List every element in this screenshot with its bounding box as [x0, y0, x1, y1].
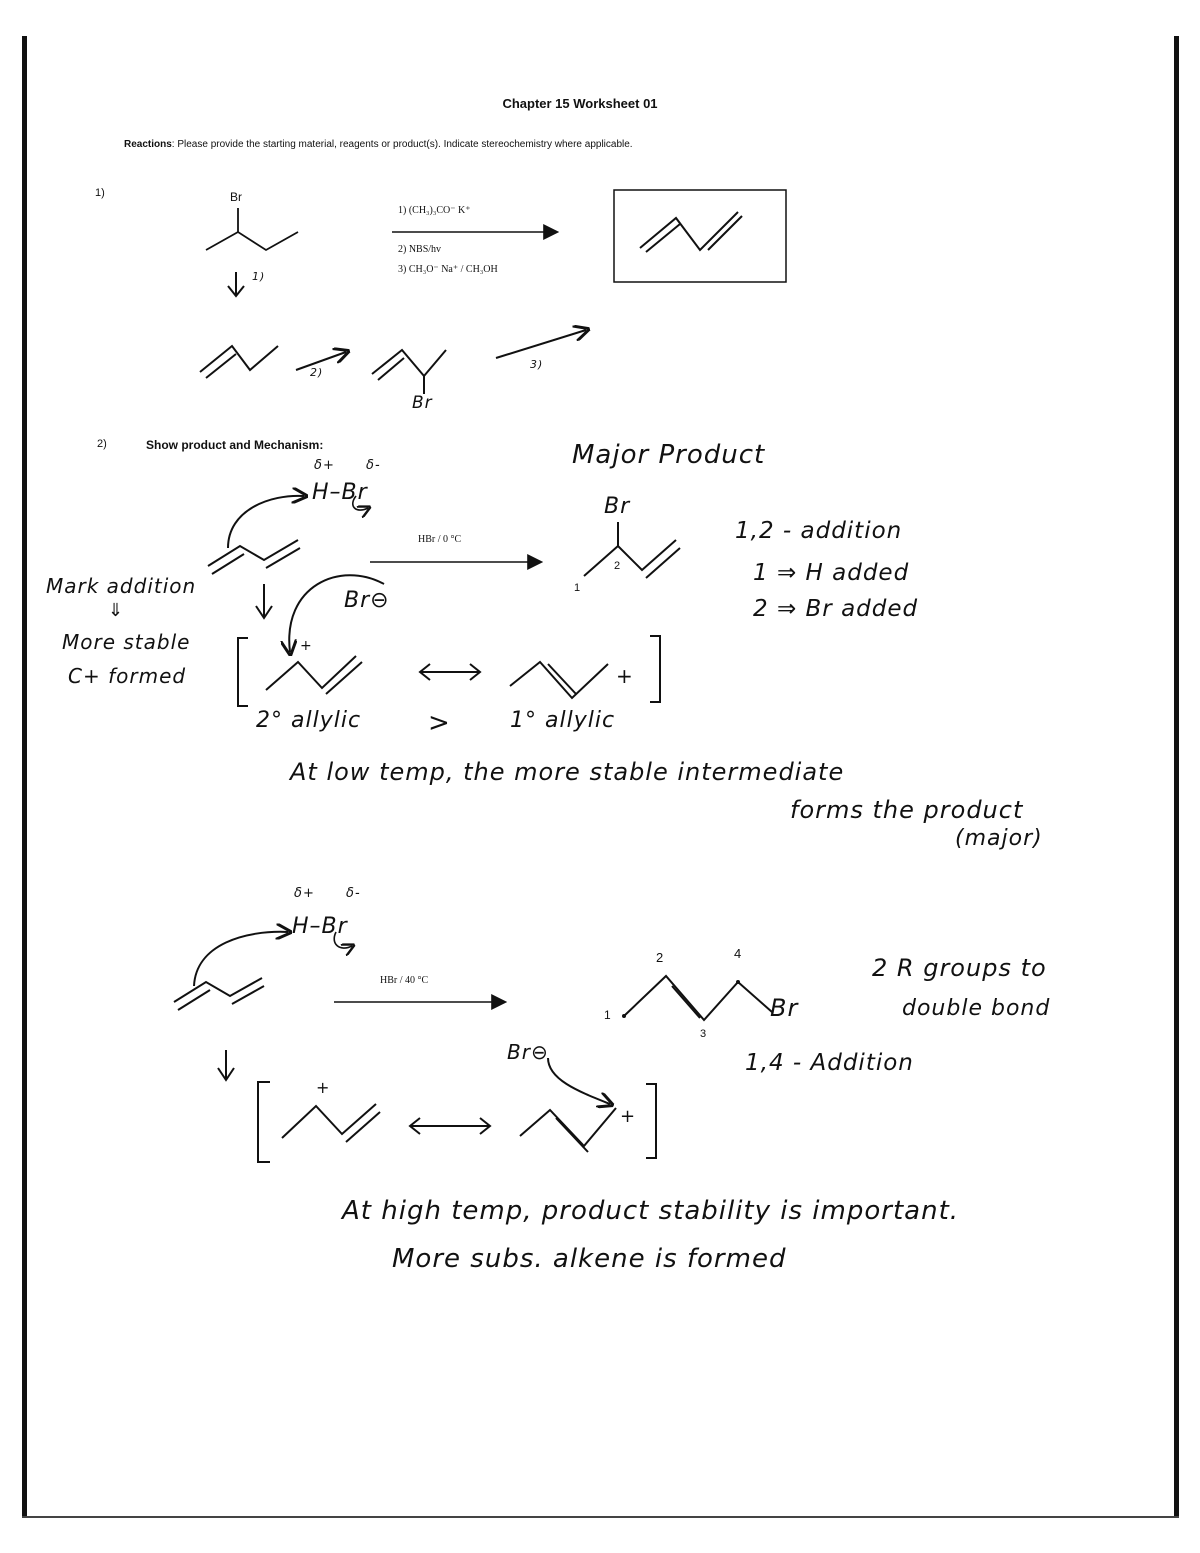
b-bracket-right: [646, 1084, 656, 1158]
b-delta-minus: δ-: [346, 886, 361, 901]
a-curved-arrow-1: [228, 496, 304, 548]
instructions-text: : Please provide the starting material, reagents or product(s). Indicate stereochemistry where applicable.: [171, 139, 633, 150]
b-conditions: HBr / 40 °C: [380, 975, 429, 986]
b-product-structure: [622, 976, 772, 1020]
b-product-br: Br: [770, 994, 799, 1022]
q1-reagent-3: 3) CH₃O⁻ Na⁺ / CH₃OH: [398, 264, 498, 275]
b-num-4: 4: [734, 946, 742, 961]
a-bracket-left: [238, 638, 248, 706]
a-cation-secondary: [266, 656, 362, 694]
a-bromide: Br⊖: [344, 588, 390, 613]
major-product-label: Major Product: [572, 440, 766, 470]
b-down-arrow: [218, 1050, 234, 1080]
a-conclusion-3: (major): [955, 826, 1043, 851]
b-butadiene: [174, 978, 264, 1010]
b-num-2: 2: [656, 950, 664, 965]
q1-step3-arrow: [496, 330, 586, 358]
a-cation-primary: [510, 662, 608, 698]
q1-reagent-2: 2) NBS/hv: [398, 244, 442, 255]
a-compare: >: [428, 708, 451, 738]
q1-product-diene: [640, 212, 742, 252]
a-delta-minus: δ-: [366, 458, 381, 473]
b-note-1: 2 R groups to: [872, 954, 1047, 982]
a-curved-arrow-2: [353, 496, 368, 510]
page-title: Chapter 15 Worksheet 01: [502, 96, 658, 111]
q1-butene: [200, 346, 278, 378]
a-bromide-attack-arrow: [289, 575, 384, 652]
a-conclusion-1: At low temp, the more stable intermediate: [290, 758, 845, 786]
b-conclusion-2: More subs. alkene is formed: [392, 1244, 787, 1274]
q1-step2-arrow: [296, 352, 346, 370]
q1-step3-label: 3): [530, 358, 544, 371]
b-cation-plus-2: +: [620, 1106, 637, 1127]
question-2-number: 2): [97, 438, 107, 450]
a-note-2: 1 ⇒ H added: [753, 560, 910, 586]
a-butadiene: [208, 540, 300, 574]
a-note-3: 2 ⇒ Br added: [753, 596, 919, 622]
instructions-label: Reactions: [124, 139, 172, 150]
b-curved-arrow-1: [194, 932, 288, 986]
a-cation-plus-1: +: [300, 638, 313, 654]
a-num-1: 1: [574, 582, 581, 594]
a-cation-plus-2: +: [616, 664, 634, 688]
a-product-structure: [584, 522, 680, 578]
a-primary-label: 1° allylic: [510, 708, 616, 733]
b-bracket-left: [258, 1082, 270, 1162]
a-side-note-2: ⇓: [108, 600, 125, 621]
b-hbr: H–Br: [292, 914, 348, 939]
q1-allylic-bromide: [372, 350, 446, 394]
b-cation-plus-1: +: [316, 1078, 331, 1097]
b-resonance-arrow: [410, 1118, 490, 1134]
b-num-3: 3: [700, 1028, 707, 1040]
q1-down-arrow: [228, 272, 244, 296]
a-product-br: Br: [604, 494, 631, 519]
b-cation-2: [520, 1108, 616, 1152]
a-note-1: 1,2 - addition: [735, 518, 903, 544]
b-delta-plus: δ+: [294, 886, 315, 901]
a-conclusion-2: forms the product: [790, 796, 1024, 824]
a-hbr: H–Br: [312, 480, 368, 505]
question-1-number: 1): [95, 187, 105, 199]
q1-step2-label: 2): [310, 366, 324, 379]
q1-start-structure: [206, 208, 298, 250]
q1-start-br: Br: [230, 190, 242, 204]
a-num-2: 2: [614, 560, 621, 572]
a-side-note-4: C+ formed: [68, 664, 187, 688]
a-side-note-3: More stable: [62, 630, 191, 654]
a-resonance-arrow: [420, 664, 480, 680]
b-cation-1: [282, 1104, 380, 1142]
a-bracket-right: [650, 636, 660, 702]
q1-reagent-1: 1) (CH₃)₃CO⁻ K⁺: [398, 205, 471, 216]
q1-intermediate-br: Br: [412, 393, 433, 413]
a-down-arrow: [256, 584, 272, 618]
a-delta-plus: δ+: [314, 458, 335, 473]
b-curved-arrow-2: [334, 932, 352, 948]
q1-product-box: [614, 190, 786, 282]
a-secondary-label: 2° allylic: [256, 708, 362, 733]
a-side-note-1: Mark addition: [46, 574, 197, 598]
b-addition-label: 1,4 - Addition: [745, 1050, 914, 1076]
a-conditions: HBr / 0 °C: [418, 534, 462, 545]
q2-heading: Show product and Mechanism:: [146, 438, 324, 452]
b-conclusion-1: At high temp, product stability is important.: [342, 1196, 960, 1226]
b-bromide-attack-arrow: [548, 1058, 610, 1104]
q1-step1-label: 1): [252, 270, 266, 283]
b-note-2: double bond: [902, 996, 1051, 1021]
b-num-1: 1: [604, 1008, 611, 1022]
b-bromide: Br⊖: [507, 1040, 549, 1064]
